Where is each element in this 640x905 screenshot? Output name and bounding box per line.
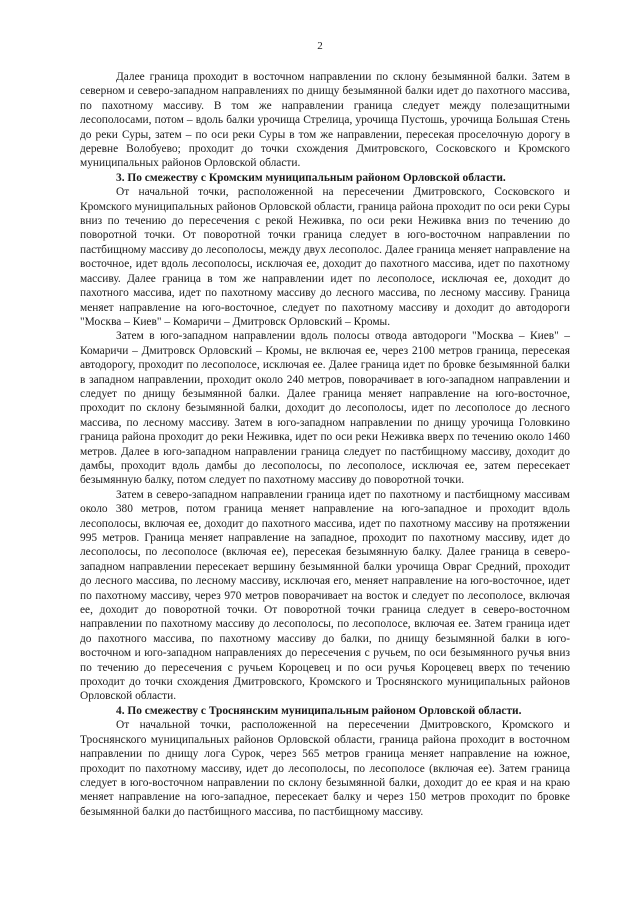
paragraph-boundary-east: Далее граница проходит в восточном направлении по склону безымянной балки. Затем в северном и северо-западном направлениях по днищу безымянной балки идет до пахотного массива, по пахотному массиву. В том же направлении граница следует между полезащитными лесополосами, потом – вдоль балки урочища Стрелица, урочища Пустошь, урочища Большая Стень до реки Суры, затем – по оси реки Суры в том же направлении, пересекая проселочную дорогу в деревне Волобуево; проходит до точки схождения Дмитровского, Сосковского и Кромского муниципальных районов Орловской области. xyxy=(80,71,570,170)
section-heading-kromskoy: 3. По смежеству с Кромским муниципальным районом Орловской области. xyxy=(116,171,506,184)
paragraph-kromskoy-northwest: Затем в северо-западном направлении граница идет по пахотному и пастбищному массивам около 380 метров, потом граница меняет направление на юго-западное и проходит вдоль лесополосы, включая ее, доходит до пахотного массива, идет по пахотному массиву на протяжении 995 метров. Граница меняет направление на западное, проходит по пахотному массиву, идет до лесополосы, по лесополосе (включая ее), пересекая безымянную балку. Далее граница в северо-западном направлении пересекает вершину безымянной балки урочища Овраг Средний, проходит до лесного массива, по лесному массиву, исключая его, меняет направление на юго-восточное, идет по пахотному массиву, через 970 метров поворачивает на восток и следует по лесополосе, включая ее, доходит до поворотной точки. От поворотной точки граница следует в северо-восточном направлении по пахотному массиву до лесополосы, по лесополосе, включая ее. Затем граница идет до пахотного массива, по пахотному массиву до балки, по днищу безымянной балки в юго-восточном и юго-западном направлениях до пересечения с ручьем, по оси безымянного ручья вниз по течению до пересечения с ручьем Короцевец и по оси ручья Короцевец вверх по течению проходит до точки схождения Дмитровского, Кромского и Троснянского муниципальных районов Орловской области. xyxy=(80,488,570,703)
section-heading-trosnyanskiy: 4. По смежеству с Троснянским муниципальным районом Орловской области. xyxy=(116,704,522,717)
page-number: 2 xyxy=(317,40,323,52)
paragraph-trosnyanskiy-start: От начальной точки, расположенной на пересечении Дмитровского, Кромского и Троснянского муниципальных районов Орловской области, граница района проходит в восточном направлении по днищу лога Сурок, через 565 метров граница меняет направление на южное, проходит по пахотному массиву, идет до лесополосы, по лесополосе (включая ее). Затем граница следует в юго-восточном направлении по склону безымянной балки, доходит до ее края и на краю меняет направление на юго-западное, пересекает балку и через 150 метров проходит по бровке безымянной балки до пастбищного массива, по пастбищному массиву. xyxy=(80,719,570,818)
paragraph-kromskoy-start: От начальной точки, расположенной на пересечении Дмитровского, Сосковского и Кромского муниципальных районов Орловской области, граница района проходит по оси реки Суры вниз по течению до пересечения с рекой Неживка, по оси реки Неживка вниз по течению до поворотной точки. От поворотной точки граница следует в юго-восточном направлении по пастбищному массиву до лесополосы, между двух лесополос. Далее граница меняет направление на восточное, идет вдоль лесополосы, исключая ее, доходит до пахотного массива, идет по пахотному массиву. Далее граница в том же направлении идет по лесополосе, исключая ее, доходит до пахотного массива, идет по пахотному массиву до лесного массива, по лесному массиву. Граница меняет направление на юго-восточное, следует по пахотному массиву и доходит до автодороги "Москва – Киев" – Комаричи – Дмитровск Орловский – Кромы. xyxy=(80,186,570,328)
document-body xyxy=(80,70,570,819)
paragraph-kromskoy-southwest: Затем в юго-западном направлении вдоль полосы отвода автодороги "Москва – Киев" – Комаричи – Дмитровск Орловский – Кромы, не включая ее, через 2100 метров граница, пересекая автодорогу, проходит по лесополосе, исключая ее. Далее граница идет по бровке безымянной балки в западном направлении, проходит около 240 метров, поворачивает в юго-западном направлении и следует по днищу безымянной балки. Далее граница меняет направление на юго-восточное, проходит по склону безымянной балки, доходит до лесополосы, идет по лесополосе до лесного массива, по лесному массиву. Затем в юго-западном направлении по днищу урочища Головкино граница района проходит до реки Неживка, идет по оси реки Неживка вверх по течению около 1460 метров. Далее в юго-западном направлении граница следует по пастбищному массиву, доходит до дамбы, проходит вдоль дамбы до лесополосы, по лесополосе, исключая ее, затем пересекает безымянную балку, потом следует по пахотному массиву до поворотной точки. xyxy=(80,330,570,487)
